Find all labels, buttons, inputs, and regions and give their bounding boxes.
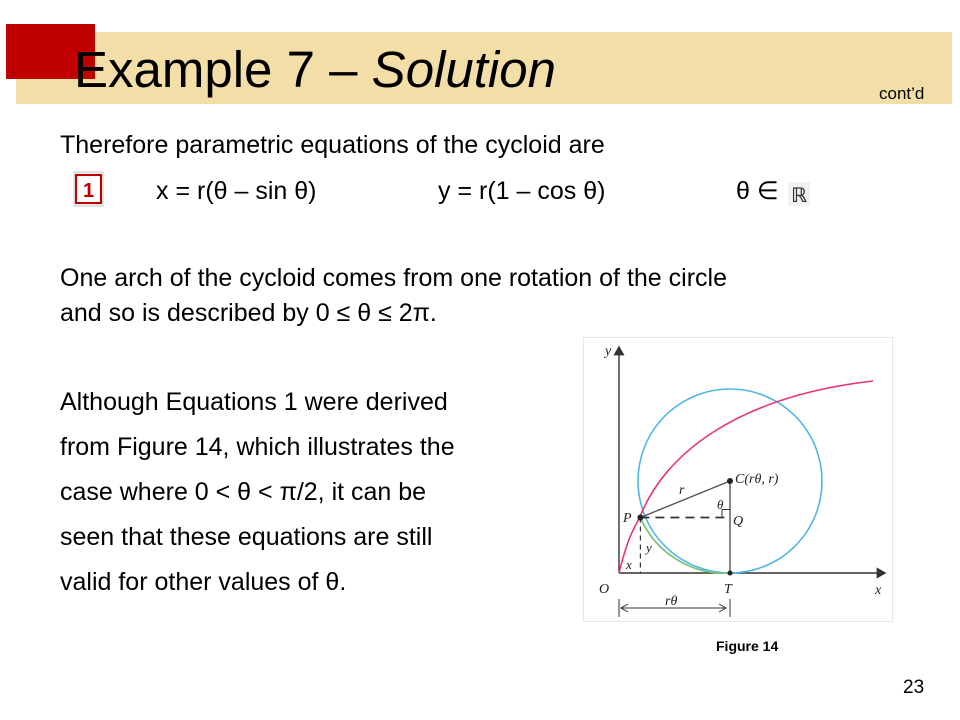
para3-line1: Although Equations 1 were derived bbox=[60, 388, 448, 416]
para2-line1: One arch of the cycloid comes from one rotation of the circle bbox=[60, 264, 727, 292]
segment-y-label: y bbox=[646, 540, 652, 555]
para2-line2: and so is described by 0 ≤ θ ≤ 2π. bbox=[60, 299, 437, 327]
real-numbers-symbol bbox=[788, 182, 810, 206]
segment-x-label: x bbox=[626, 557, 632, 572]
x-axis-label: x bbox=[875, 583, 882, 598]
para3-line5: valid for other values of θ. bbox=[60, 568, 347, 596]
equation-y: y = r(1 – cos θ) bbox=[438, 177, 606, 205]
center-label: C(rθ, r) bbox=[735, 472, 779, 487]
cycloid-figure bbox=[583, 337, 893, 622]
center-point bbox=[727, 478, 733, 484]
equation-number: 1 bbox=[82, 180, 95, 202]
contd-label: cont’d bbox=[879, 84, 925, 103]
equation-number-badge bbox=[73, 171, 104, 207]
para3-line3: case where 0 < θ < π/2, it can be bbox=[60, 478, 427, 506]
figure-caption: Figure 14 bbox=[716, 638, 779, 654]
intro-line: Therefore parametric equations of the cycloid are bbox=[60, 131, 605, 159]
origin-label: O bbox=[599, 582, 610, 597]
title-italic: Solution bbox=[371, 41, 556, 98]
equation-x: x = r(θ – sin θ) bbox=[156, 177, 317, 205]
para3-line2: from Figure 14, which illustrates the bbox=[60, 433, 455, 461]
point-p bbox=[637, 515, 643, 521]
y-axis-label: y bbox=[605, 344, 612, 359]
angle-label: θ bbox=[717, 497, 724, 512]
t-label: T bbox=[724, 582, 732, 597]
para3-line4: seen that these equations are still bbox=[60, 523, 433, 551]
p-label: P bbox=[623, 511, 632, 526]
radius-label: r bbox=[679, 483, 685, 498]
page-number: 23 bbox=[903, 677, 925, 698]
equation-domain: θ ∈ bbox=[736, 177, 779, 205]
q-label: Q bbox=[733, 514, 744, 529]
reals-glyph: ℝ bbox=[790, 183, 808, 206]
title-main: Example 7 – bbox=[74, 41, 372, 98]
arc-length-label: rθ bbox=[665, 594, 678, 609]
slide-title bbox=[74, 38, 556, 102]
point-t bbox=[728, 571, 733, 576]
